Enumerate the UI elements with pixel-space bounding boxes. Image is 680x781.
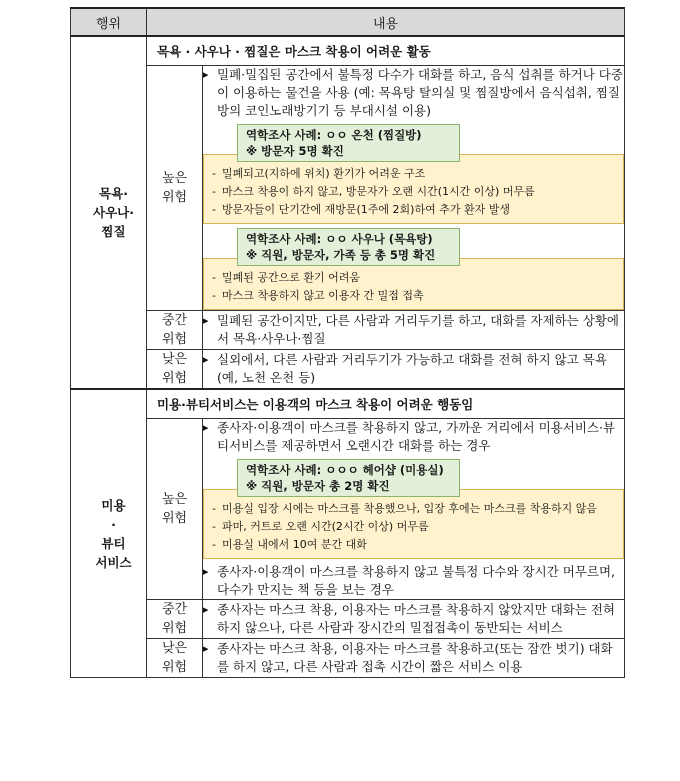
risk-row-mid [71, 600, 625, 639]
risk-content [203, 311, 625, 350]
bullet-text: ▸ 밀폐된 공간이지만, 다른 사람과 거리두기를 하고, 대화를 자제하는 상황에서 목욕·사우나·찜질 [203, 312, 624, 348]
bullet-text: ▸ 밀폐·밀집된 공간에서 불특정 다수가 대화를 하고, 음식 섭취를 하거나 다중이 이용하는 물건을 사용 (예: 목욕탕 탈의실 및 찜질방에서 음식섭취, 찜질방의 코인노래방기기 등 부대시설 이용) [203, 66, 624, 120]
section-title: 미용·뷰티서비스는 이용객의 마스크 착용이 어려운 행동임 [147, 389, 625, 419]
action-cell: 목욕· 사우나· 찜질 [71, 36, 147, 389]
risk-row-low [71, 639, 625, 678]
header-action: 행위 [71, 8, 147, 36]
risk-content [203, 600, 625, 639]
case-title: 역학조사 사례: ㅇㅇ 온천 (찜질방) ※ 방문자 5명 확진 [237, 124, 460, 162]
section-title: 목욕 · 사우나 · 찜질은 마스크 착용이 어려운 활동 [147, 36, 625, 66]
risk-table [70, 7, 625, 678]
risk-level-high: 높은 위험 [147, 419, 203, 600]
risk-level-low: 낮은 위험 [147, 639, 203, 678]
bullet-text: ▸ 종사자·이용객이 마스크를 착용하지 않고 불특정 다수와 장시간 머무르며, 다수가 만지는 책 등을 보는 경우 [203, 563, 624, 599]
bullet-text: ▸ 종사자·이용객이 마스크를 착용하지 않고, 가까운 거리에서 미용서비스·뷰티서비스를 제공하면서 오랜시간 대화를 하는 경우 [203, 419, 624, 455]
list-item: - 미용실 내에서 10여 분간 대화 [212, 536, 615, 554]
list-item: - 밀폐되고(지하에 위치) 환기가 어려운 구조 [212, 165, 615, 183]
list-item: - 밀폐된 공간으로 환기 어려움 [212, 269, 615, 287]
bullet-text: ▸ 실외에서, 다른 사람과 거리두기가 가능하고 대화를 전혀 하지 않고 목욕 (예, 노천 온천 등) [203, 351, 624, 387]
risk-row-low [71, 350, 625, 390]
risk-level-low: 낮은 위험 [147, 350, 203, 390]
bullet-text: ▸ 종사자는 마스크 착용, 이용자는 마스크를 착용하지 않았지만 대화는 전혀 하지 않으나, 다른 사람과 장시간의 밀접접촉이 동반되는 서비스 [203, 601, 624, 637]
case-title: 역학조사 사례: ㅇㅇ 사우나 (목욕탕) ※ 직원, 방문자, 가족 등 총 5명 확진 [237, 228, 460, 266]
list-item: - 방문자들이 단기간에 재방문(1주에 2회)하여 추가 환자 발생 [212, 201, 615, 219]
case-box [203, 154, 624, 224]
list-item: - 마스크 착용이 하지 않고, 방문자가 오랜 시간(1시간 이상) 머무름 [212, 183, 615, 201]
risk-row-high [71, 419, 625, 600]
action-cell: 미용 · 뷰티 서비스 [71, 389, 147, 678]
section-title-row [71, 36, 625, 66]
bullet-text: ▸ 종사자는 마스크 착용, 이용자는 마스크를 착용하고(또는 잠깐 벗기) 대화를 하지 않고, 다른 사람과 접촉 시간이 짧은 서비스 이용 [203, 640, 624, 676]
risk-level-mid: 중간 위험 [147, 311, 203, 350]
case-title: 역학조사 사례: ㅇㅇㅇ 헤어샵 (미용실) ※ 직원, 방문자 총 2명 확진 [237, 459, 460, 497]
risk-content [203, 350, 625, 390]
risk-level-high: 높은 위험 [147, 66, 203, 311]
risk-content [203, 639, 625, 678]
risk-row-mid [71, 311, 625, 350]
header-content: 내용 [147, 8, 625, 36]
section-title-row [71, 389, 625, 419]
risk-content [203, 66, 625, 311]
risk-level-mid: 중간 위험 [147, 600, 203, 639]
list-item: - 미용실 입장 시에는 마스크를 착용했으나, 입장 후에는 마스크를 착용하지 않음 [212, 500, 615, 518]
list-item: - 파마, 커트로 오랜 시간(2시간 이상) 머무름 [212, 518, 615, 536]
risk-content [203, 419, 625, 600]
risk-row-high [71, 66, 625, 311]
case-box [203, 489, 624, 559]
list-item: - 마스크 착용하지 않고 이용자 간 밀접 접촉 [212, 287, 615, 305]
table-header [71, 8, 625, 36]
